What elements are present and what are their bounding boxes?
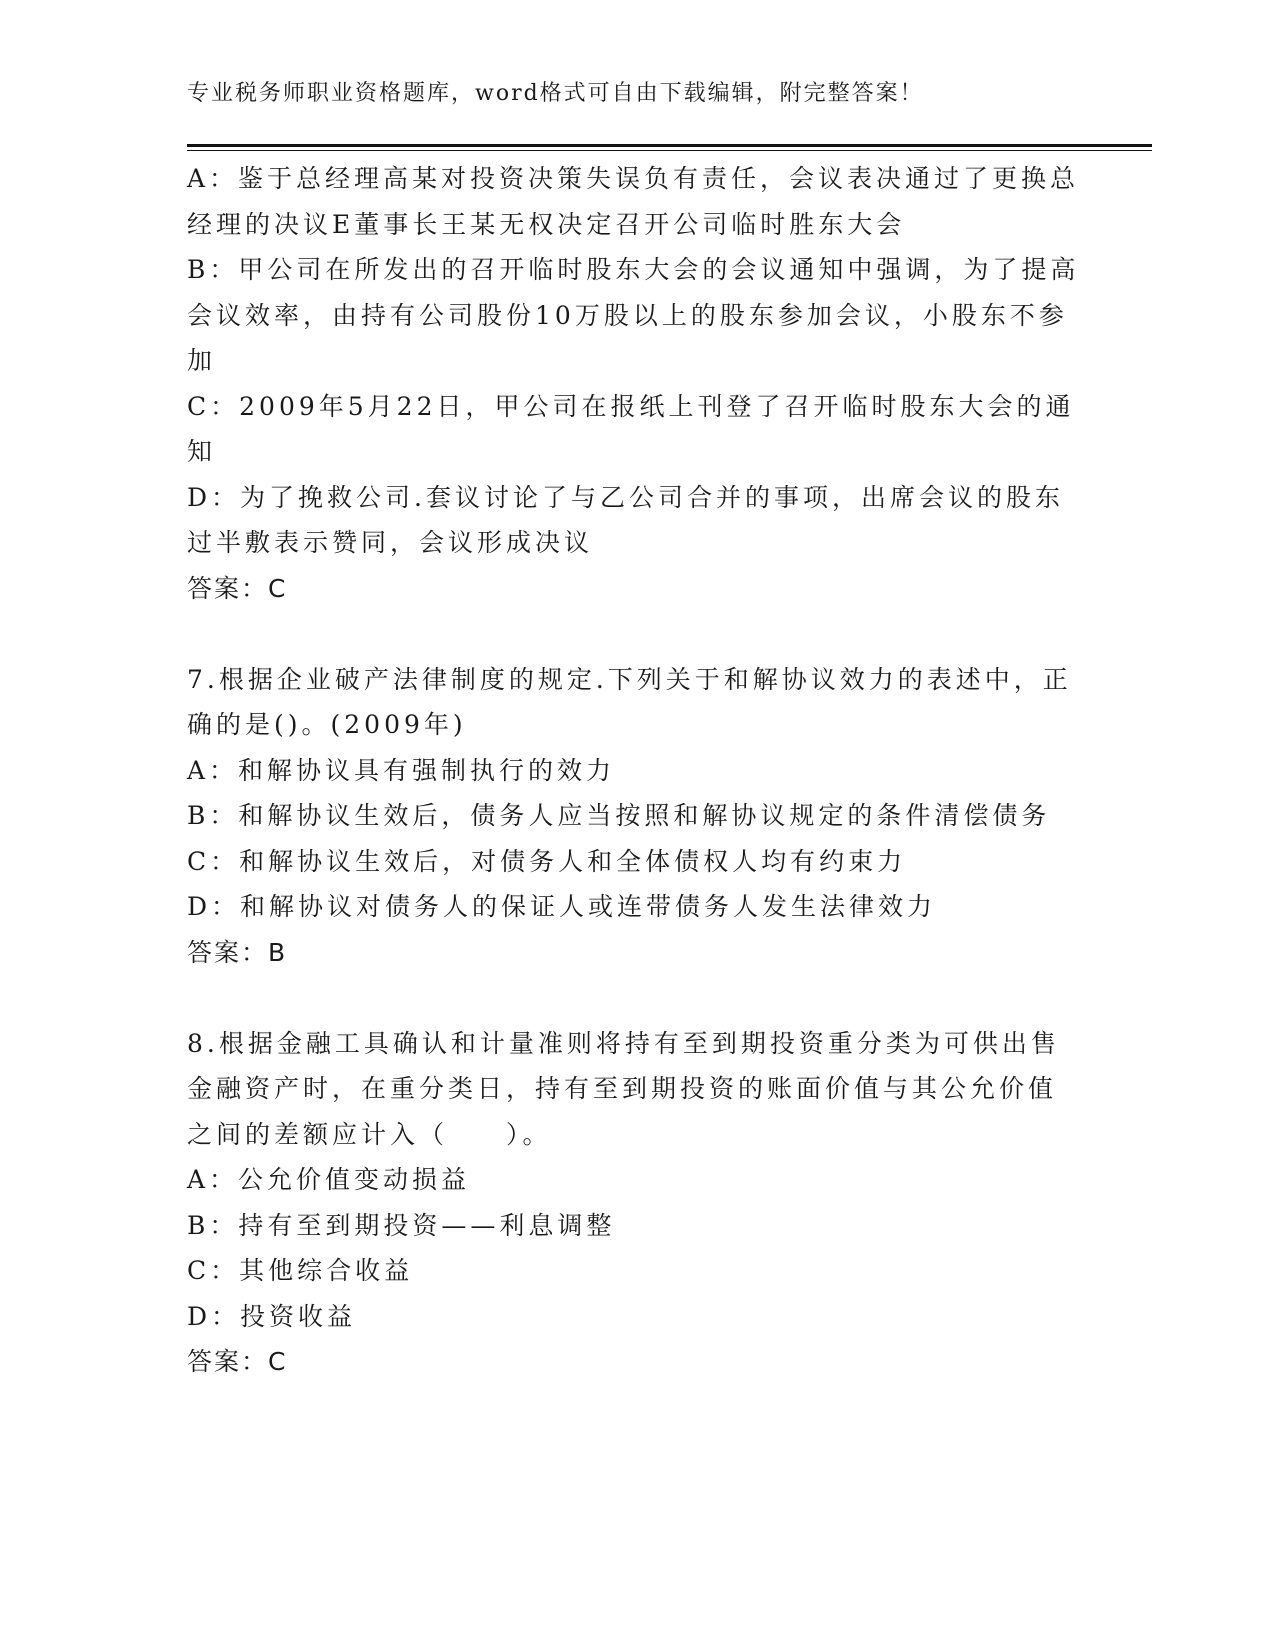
document-body [187, 156, 1087, 1385]
option-line: B：持有至到期投资——利息调整 [187, 1210, 616, 1240]
page-header: 专业税务师职业资格题库，word格式可自由下载编辑，附完整答案！ [187, 81, 924, 106]
option-line: D：为了挽救公司.套议讨论了与乙公司合并的事项，出席会议的股东 [187, 482, 1064, 512]
header-rule-thin [187, 150, 1152, 151]
option-line: C：和解协议生效后，对债务人和全体债权人均有约束力 [187, 846, 907, 876]
option-line: B：和解协议生效后，债务人应当按照和解协议规定的条件清偿债务 [187, 801, 1051, 830]
option-line: A：公允价值变动损益 [187, 1165, 471, 1194]
option-line: A：和解协议具有强制执行的效力 [187, 755, 616, 785]
question-stem-line: 7.根据企业破产法律制度的规定.下列关于和解协议效力的表述中，正 [187, 664, 1072, 694]
option-line: 会议效率，由持有公司股份10万股以上的股东参加会议，小股东不参 [187, 300, 1068, 330]
question-stem-line: 确的是()。(2009年) [187, 710, 467, 739]
option-line: B：甲公司在所发出的召开临时股东大会的会议通知中强调，为了提高 [187, 255, 1080, 284]
question-stem-line: 8.根据金融工具确认和计量准则将持有至到期投资重分类为可供出售 [187, 1028, 1060, 1058]
header-rule-thick [187, 144, 1152, 147]
question-8 [187, 1021, 1087, 1385]
option-line: C：2009年5月22日，甲公司在报纸上刊登了召开临时股东大会的通 [187, 391, 1075, 421]
answer-label: 答案：B [187, 937, 288, 967]
option-line: A：鉴于总经理高某对投资决策失误负有责任，会议表决通过了更换总 [187, 164, 1080, 193]
question-stem-line: 金融资产时，在重分类日，持有至到期投资的账面价值与其公允价值 [187, 1074, 1058, 1103]
answer-label: 答案：C [187, 573, 288, 603]
option-line: 经理的决议E董事长王某无权决定召开公司临时胜东大会 [187, 209, 906, 239]
option-line: 过半敷表示赞同，会议形成决议 [187, 528, 594, 557]
question-stem-line: 之间的差额应计入（ ）。 [187, 1119, 552, 1149]
question-7 [187, 657, 1087, 976]
option-line: C：其他综合收益 [187, 1256, 414, 1285]
option-line: D：和解协议对债务人的保证人或连带债务人发生法律效力 [187, 892, 937, 921]
spacer [187, 975, 1087, 1021]
answer-label: 答案：C [187, 1347, 288, 1376]
spacer [187, 611, 1087, 657]
option-line: D：投资收益 [187, 1301, 357, 1331]
option-line: 知 [187, 437, 217, 466]
option-line: 加 [187, 346, 217, 375]
question-6 [187, 156, 1087, 611]
